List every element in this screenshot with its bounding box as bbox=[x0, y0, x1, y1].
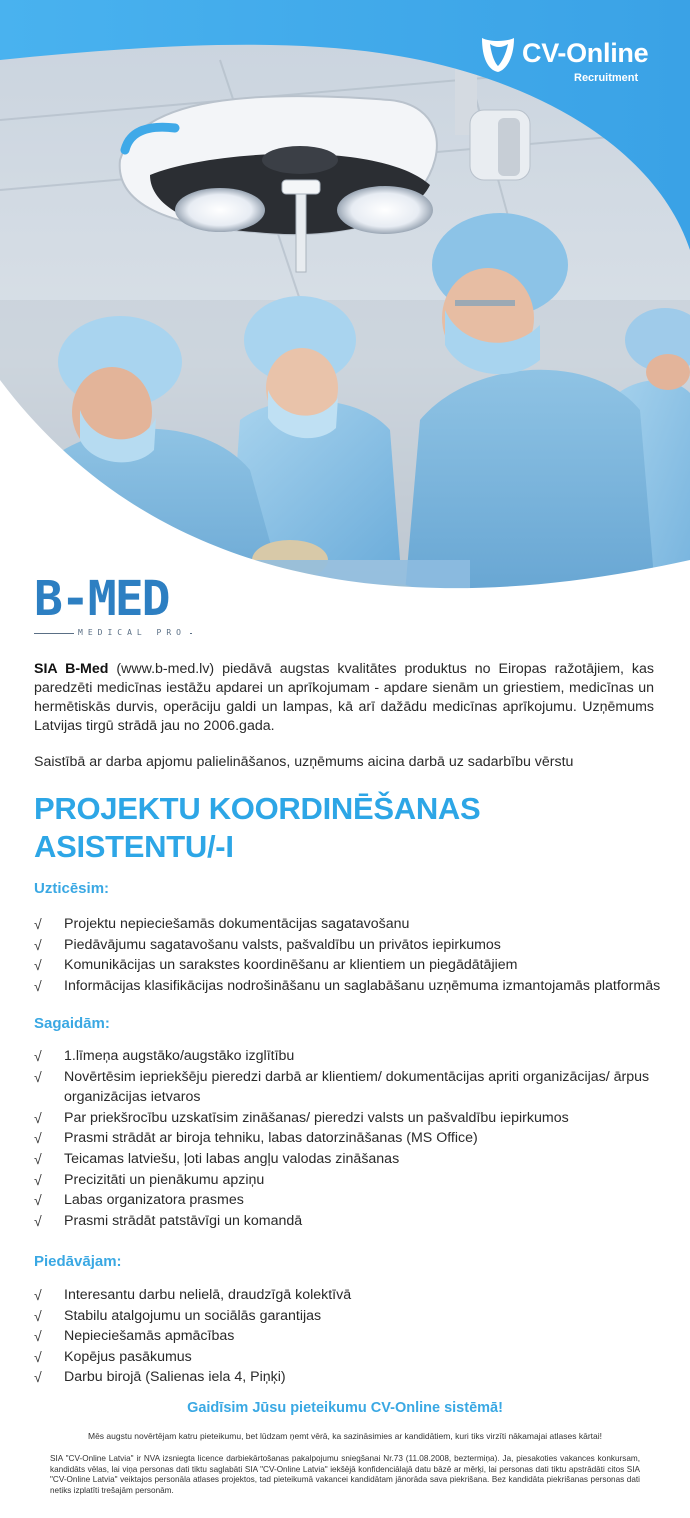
selection-note: Mēs augstu novērtējam katru pieteikumu, bet lūdzam ņemt vērā, ka sazināsimies ar kandidātiem, kuri tiks virzīti nākamajai atlases kārtai! bbox=[88, 1431, 602, 1441]
cv-online-logo bbox=[476, 30, 656, 90]
cv-online-logo-sub: Recruitment bbox=[574, 72, 639, 84]
list-item: √ 1.līmeņa augstāko/augstāko izglītību bbox=[34, 1046, 664, 1067]
check-icon: √ bbox=[34, 1068, 42, 1085]
list-item: √ Komunikācijas un sarakstes koordinēšanu ar klientiem un piegādātājiem bbox=[34, 955, 664, 976]
check-icon: √ bbox=[34, 916, 42, 932]
list-item: √ Piedāvājumu sagatavošanu valsts, pašvaldību un privātos iepirkumos bbox=[34, 935, 664, 956]
legal-disclaimer: SIA "CV-Online Latvia" ir NVA izsniegta licence darbiekārtošanas pakalpojumu sniegšanai Nr.73 (11.08.2008, beztermiņa). Ja, piesakoties vakances konkursam, kandidāts vēlas, lai viņa personas dati tiktu saglabāti SIA "CV-Online Latvia" iekšējā konfidenciālajā datu bāzē ar mērķi, lai personas dati tiktu apstrādāti citos SIA "CV-Online Latvia" veiktajos personāla atlases projektos, tad pieteikumā vakancei kandidātam jānorāda sava piekrišana. Bez kandidāta piekrišanas personas dati netiks izplatīti trešajām personām. bbox=[50, 1454, 640, 1495]
check-icon: √ bbox=[34, 957, 42, 974]
check-icon: √ bbox=[34, 1348, 42, 1365]
list-item: √ Informācijas klasifikācijas nodrošināšanu un saglabāšanu uzņēmuma izmantojamās platformās bbox=[34, 976, 664, 997]
company-description: (www.b-med.lv) piedāvā augstas kvalitātes produktus no Eiropas ražotājiem, kas paredzēti medicīnas iestāžu apdarei un aprīkojumam - apdare sienām un griestiem, medicīnas un hermētiskās durvis, operāciju galdi un lampas, kā arī dažādu medicīnas aprīkojumu. Uzņēmums Latvijas tirgū strādā jau no 2006.gada. bbox=[34, 661, 654, 734]
cv-online-logo-name: CV-Online bbox=[522, 38, 649, 68]
check-icon: √ bbox=[34, 1130, 42, 1147]
section-title-requirements: Sagaidām: bbox=[34, 1015, 110, 1032]
cv-online-mark-icon bbox=[476, 32, 520, 76]
check-icon: √ bbox=[34, 936, 42, 953]
list-item: √ Stabilu atalgojumu un sociālās garantijas bbox=[34, 1306, 664, 1327]
check-icon: √ bbox=[34, 1328, 42, 1345]
section-title-responsibilities: Uzticēsim: bbox=[34, 880, 110, 897]
b-med-logo-tagline: MEDICAL PRO bbox=[74, 628, 190, 637]
list-item: √ Teicamas latviešu, ļoti labas angļu valodas zināšanas bbox=[34, 1149, 664, 1170]
b-med-logo bbox=[34, 571, 194, 642]
list-item: √ Interesantu darbu nelielā, draudzīgā kolektīvā bbox=[34, 1285, 664, 1306]
check-icon: √ bbox=[34, 1150, 42, 1167]
list-item: √ Projektu nepieciešamās dokumentācijas sagatavošanu bbox=[34, 914, 664, 935]
check-icon: √ bbox=[34, 1192, 42, 1209]
check-icon: √ bbox=[34, 1109, 42, 1126]
check-icon: √ bbox=[34, 1307, 42, 1324]
check-icon: √ bbox=[34, 1048, 42, 1064]
job-title bbox=[34, 790, 654, 866]
offer-list bbox=[34, 1285, 664, 1388]
invite-text: Saistībā ar darba apjomu palielināšanos, uzņēmums aicina darbā uz sadarbību vērstu bbox=[34, 754, 574, 770]
list-item: √ Novērtēsim iepriekšēju pieredzi darbā ar klientiem/ dokumentācijas apriti organizācijas/ ārpus organizācijas ietvaros bbox=[34, 1068, 650, 1106]
check-icon: √ bbox=[34, 1212, 42, 1229]
list-item: √ Kopējus pasākumus bbox=[34, 1347, 664, 1368]
hero-banner bbox=[0, 0, 690, 650]
surgery-photo bbox=[0, 0, 690, 650]
responsibilities-list bbox=[34, 914, 664, 996]
check-icon: √ bbox=[34, 1287, 42, 1303]
list-item: √ Prasmi strādāt ar biroja tehniku, labas datorzināšanas (MS Office) bbox=[34, 1128, 664, 1149]
list-item: √ Nepieciešamās apmācības bbox=[34, 1326, 664, 1347]
list-item: √ Darbu birojā (Salienas iela 4, Piņķi) bbox=[34, 1367, 664, 1388]
check-icon: √ bbox=[34, 977, 42, 994]
section-title-offer: Piedāvājam: bbox=[34, 1253, 122, 1270]
job-title-line-2: ASISTENTU/-I bbox=[34, 829, 234, 864]
apply-call-to-action: Gaidīsim Jūsu pieteikumu CV-Online sistēmā! bbox=[187, 1400, 503, 1416]
list-item: √ Par priekšrocību uzskatīsim zināšanas/ pieredzi valsts un pašvaldību iepirkumos bbox=[34, 1108, 664, 1129]
company-name: SIA B-Med bbox=[34, 661, 109, 677]
job-title-line-1: PROJEKTU KOORDINĒŠANAS bbox=[34, 791, 481, 826]
check-icon: √ bbox=[34, 1369, 42, 1386]
requirements-list bbox=[34, 1046, 664, 1231]
b-med-logo-wordmark: B-MED bbox=[34, 571, 169, 627]
list-item: √ Prasmi strādāt patstāvīgi un komandā bbox=[34, 1211, 664, 1232]
check-icon: √ bbox=[34, 1171, 42, 1188]
list-item: √ Precizitāti un pienākumu apziņu bbox=[34, 1170, 664, 1191]
list-item: √ Labas organizatora prasmes bbox=[34, 1190, 664, 1211]
company-intro bbox=[34, 660, 654, 736]
